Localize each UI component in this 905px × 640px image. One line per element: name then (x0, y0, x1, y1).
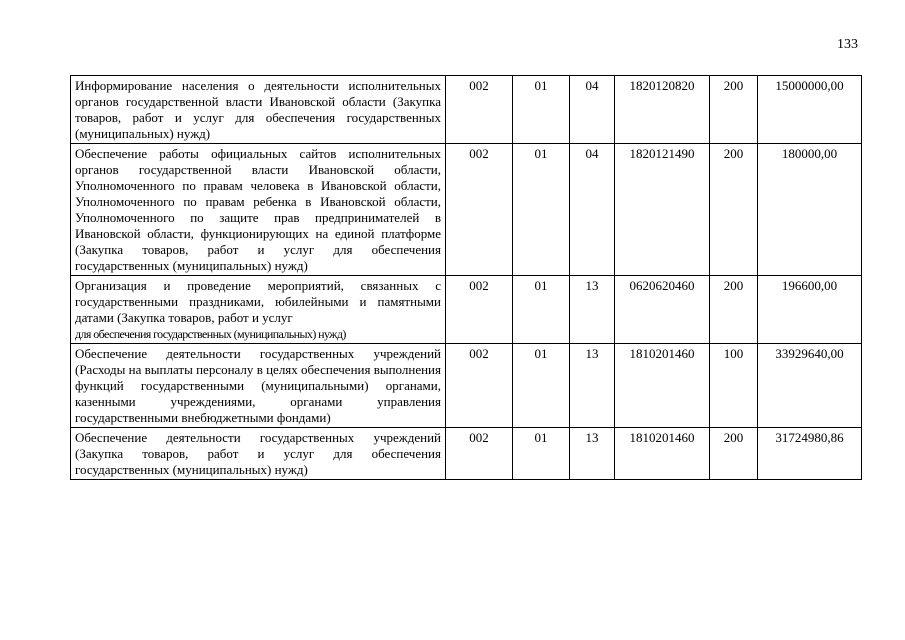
table-row (71, 76, 862, 144)
row-subsection-code: 04 (570, 144, 615, 276)
row-target-article: 0620620460 (615, 276, 710, 344)
table-body (71, 76, 862, 480)
row-amount: 196600,00 (758, 276, 862, 344)
row-amount: 31724980,86 (758, 428, 862, 480)
row-description: Обеспечение работы официальных сайтов исполнительных органов государственной власти Ивановской области, Уполномоченного по правам человека в Ивановской области, Уполномоченного по правам ребенка в Ивановской области, Уполномоченного по защите прав предпринимателей в Ивановской области, функционирующих на единой платформе (Закупка товаров, работ и услуг для обеспечения государственных (муниципальных) нужд) (71, 144, 446, 276)
row-expense-type: 100 (710, 344, 758, 428)
row-section-code: 01 (513, 276, 570, 344)
row-expense-type: 200 (710, 76, 758, 144)
row-section-code: 01 (513, 144, 570, 276)
row-expense-type: 200 (710, 276, 758, 344)
row-amount: 33929640,00 (758, 344, 862, 428)
row-ministry-code: 002 (446, 276, 513, 344)
row-description (71, 276, 446, 344)
row-amount: 15000000,00 (758, 76, 862, 144)
row-section-code: 01 (513, 344, 570, 428)
row-description-text: Организация и проведение мероприятий, связанных с государственными праздниками, юбилейными и памятными датами (Закупка товаров, работ и услуг (75, 278, 441, 325)
table-row (71, 144, 862, 276)
table-row (71, 344, 862, 428)
row-expense-type: 200 (710, 144, 758, 276)
row-ministry-code: 002 (446, 344, 513, 428)
table-row (71, 428, 862, 480)
row-subsection-code: 13 (570, 344, 615, 428)
page-number: 133 (837, 37, 858, 52)
row-subsection-code: 04 (570, 76, 615, 144)
row-description: Обеспечение деятельности государственных учреждений (Расходы на выплаты персоналу в целях обеспечения выполнения функций государственными (муниципальными) органами, казенными учреждениями, органами управления государственными внебюджетными фондами) (71, 344, 446, 428)
row-description: Обеспечение деятельности государственных учреждений (Закупка товаров, работ и услуг для обеспечения государственных (муниципальных) нужд) (71, 428, 446, 480)
row-subsection-code: 13 (570, 428, 615, 480)
row-description: Информирование населения о деятельности исполнительных органов государственной власти Ивановской области (Закупка товаров, работ и услуг для обеспечения государственных (муниципальных) нужд) (71, 76, 446, 144)
table-row (71, 276, 862, 344)
row-section-code: 01 (513, 76, 570, 144)
row-ministry-code: 002 (446, 76, 513, 144)
row-section-code: 01 (513, 428, 570, 480)
row-subsection-code: 13 (570, 276, 615, 344)
budget-table (70, 75, 862, 480)
row-target-article: 1820121490 (615, 144, 710, 276)
row-description-tail: для обеспечения государственных (муниципальных) нужд) (75, 327, 346, 341)
row-ministry-code: 002 (446, 144, 513, 276)
row-expense-type: 200 (710, 428, 758, 480)
row-amount: 180000,00 (758, 144, 862, 276)
row-target-article: 1810201460 (615, 428, 710, 480)
row-target-article: 1810201460 (615, 344, 710, 428)
row-target-article: 1820120820 (615, 76, 710, 144)
row-ministry-code: 002 (446, 428, 513, 480)
